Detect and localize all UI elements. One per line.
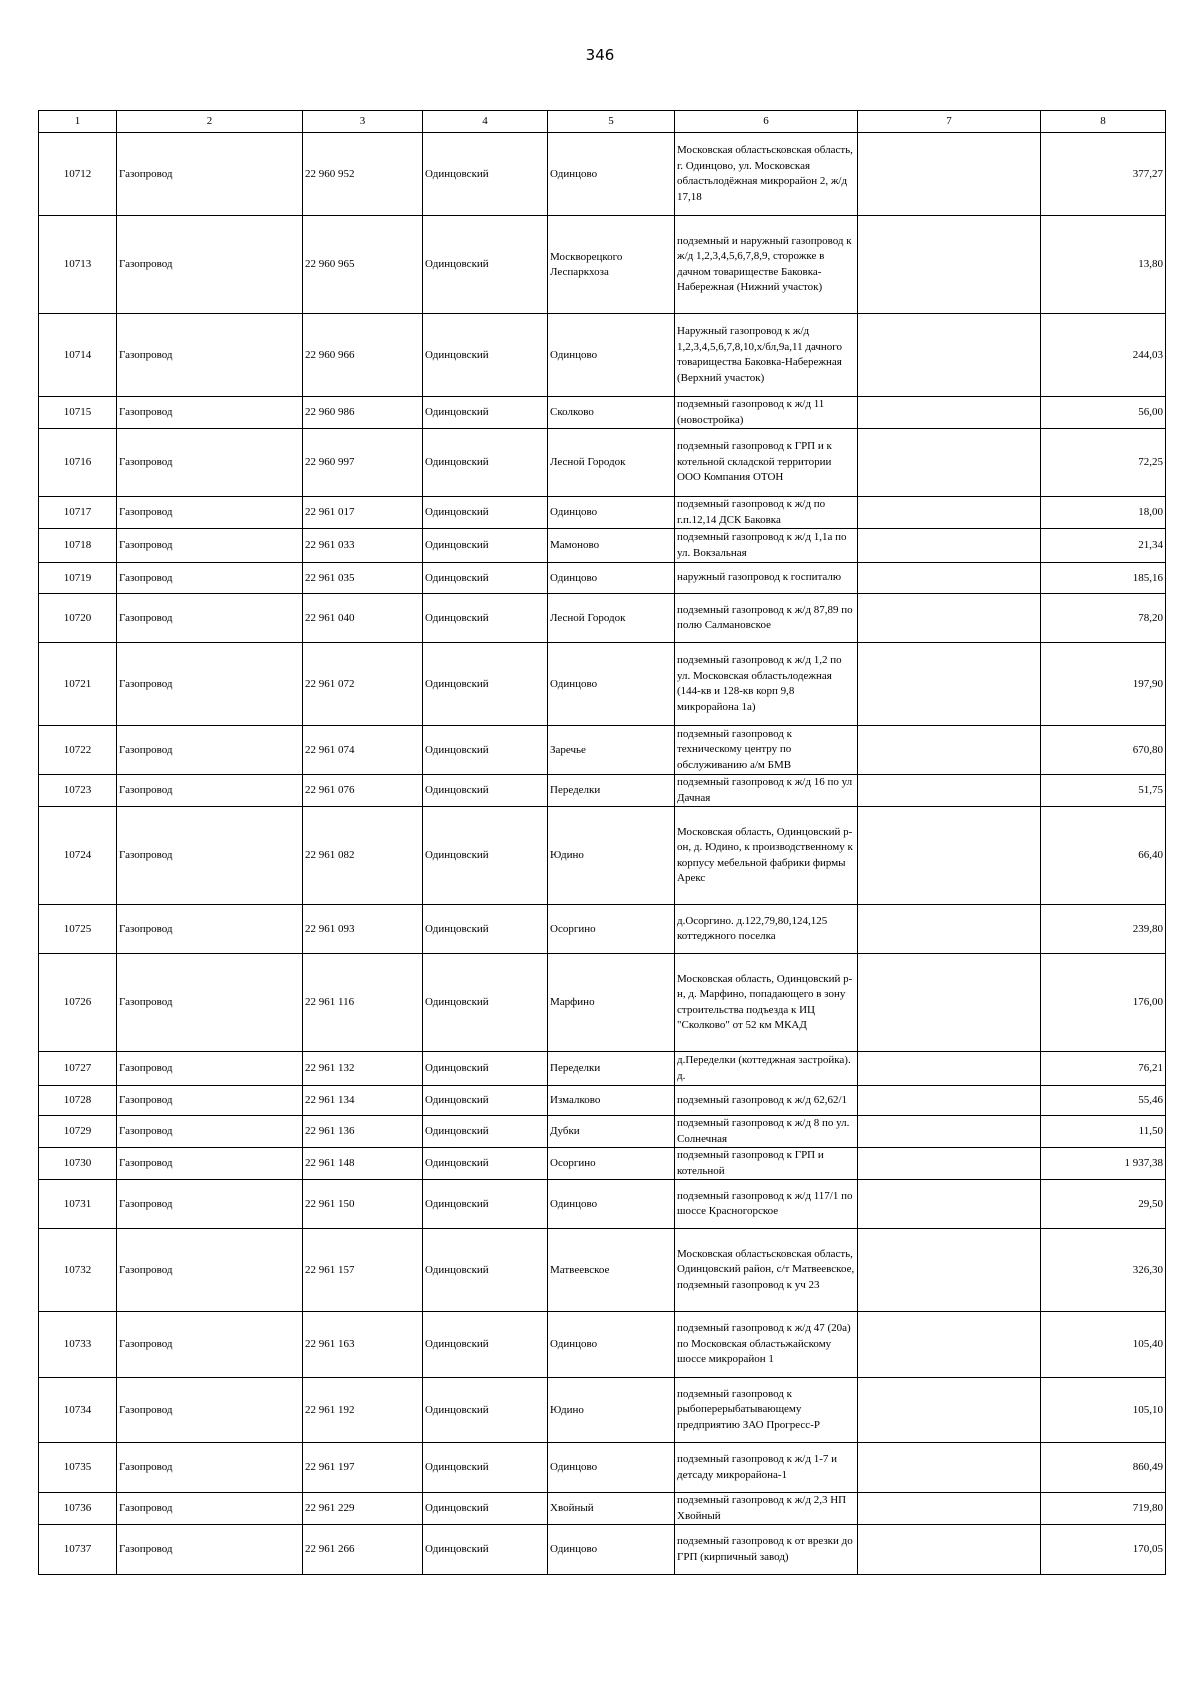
- cell-column-7: [858, 954, 1041, 1052]
- cell-value: 670,80: [1041, 726, 1166, 775]
- cell-locality: Одинцово: [548, 563, 675, 594]
- cell-district: Одинцовский: [423, 529, 548, 563]
- cell-description: подземный газопровод к ж/д 16 по ул Дачная: [675, 775, 858, 807]
- column-header: 4: [423, 111, 548, 133]
- cell-locality: Одинцово: [548, 497, 675, 529]
- cell-object-code: 22 961 163: [303, 1312, 423, 1378]
- cell-object-name: Газопровод: [117, 1443, 303, 1493]
- cell-row-id: 10725: [39, 905, 117, 954]
- cell-object-name: Газопровод: [117, 643, 303, 726]
- table-row: [39, 1493, 1166, 1525]
- cell-column-7: [858, 1148, 1041, 1180]
- cell-object-name: Газопровод: [117, 726, 303, 775]
- cell-value: 72,25: [1041, 429, 1166, 497]
- cell-description: подземный и наружный газопровод к ж/д 1,2,3,4,5,6,7,8,9, сторожке в дачном товариществе Баковка-Набережная (Нижний участок): [675, 216, 858, 314]
- cell-object-code: 22 960 997: [303, 429, 423, 497]
- cell-column-7: [858, 1378, 1041, 1443]
- cell-value: 29,50: [1041, 1180, 1166, 1229]
- cell-row-id: 10715: [39, 397, 117, 429]
- cell-column-7: [858, 643, 1041, 726]
- cell-district: Одинцовский: [423, 726, 548, 775]
- cell-row-id: 10728: [39, 1086, 117, 1116]
- cell-column-7: [858, 529, 1041, 563]
- cell-description: подземный газопровод к ж/д 1,1а по ул. Вокзальная: [675, 529, 858, 563]
- cell-district: Одинцовский: [423, 807, 548, 905]
- cell-row-id: 10729: [39, 1116, 117, 1148]
- cell-object-name: Газопровод: [117, 133, 303, 216]
- cell-object-code: 22 961 072: [303, 643, 423, 726]
- cell-object-name: Газопровод: [117, 905, 303, 954]
- cell-district: Одинцовский: [423, 1052, 548, 1086]
- cell-object-code: 22 961 116: [303, 954, 423, 1052]
- column-header: 2: [117, 111, 303, 133]
- cell-value: 176,00: [1041, 954, 1166, 1052]
- cell-value: 244,03: [1041, 314, 1166, 397]
- cell-object-code: 22 961 033: [303, 529, 423, 563]
- cell-object-name: Газопровод: [117, 954, 303, 1052]
- cell-object-code: 22 961 150: [303, 1180, 423, 1229]
- cell-object-code: 22 961 136: [303, 1116, 423, 1148]
- cell-locality: Юдино: [548, 1378, 675, 1443]
- cell-description: подземный газопровод к ж/д 11 (новостройка): [675, 397, 858, 429]
- cell-value: 55,46: [1041, 1086, 1166, 1116]
- cell-object-code: 22 961 074: [303, 726, 423, 775]
- cell-row-id: 10724: [39, 807, 117, 905]
- cell-value: 1 937,38: [1041, 1148, 1166, 1180]
- cell-object-name: Газопровод: [117, 563, 303, 594]
- cell-object-code: 22 960 986: [303, 397, 423, 429]
- cell-object-code: 22 960 965: [303, 216, 423, 314]
- cell-object-name: Газопровод: [117, 314, 303, 397]
- table-row: [39, 563, 1166, 594]
- cell-district: Одинцовский: [423, 1493, 548, 1525]
- cell-object-code: 22 961 197: [303, 1443, 423, 1493]
- cell-column-7: [858, 563, 1041, 594]
- cell-district: Одинцовский: [423, 497, 548, 529]
- cell-column-7: [858, 1086, 1041, 1116]
- cell-row-id: 10712: [39, 133, 117, 216]
- cell-row-id: 10722: [39, 726, 117, 775]
- column-header: 6: [675, 111, 858, 133]
- cell-object-code: 22 961 035: [303, 563, 423, 594]
- cell-description: Наружный газопровод к ж/д 1,2,3,4,5,6,7,8,10,х/бл,9а,11 дачного товарищества Баковка-Набережная (Верхний участок): [675, 314, 858, 397]
- cell-description: подземный газопровод к от врезки до ГРП (кирпичный завод): [675, 1525, 858, 1575]
- table-row: [39, 1116, 1166, 1148]
- cell-value: 326,30: [1041, 1229, 1166, 1312]
- cell-object-code: 22 961 148: [303, 1148, 423, 1180]
- cell-locality: Сколково: [548, 397, 675, 429]
- cell-object-name: Газопровод: [117, 1525, 303, 1575]
- cell-object-code: 22 961 134: [303, 1086, 423, 1116]
- table-row: [39, 643, 1166, 726]
- table-row: [39, 726, 1166, 775]
- cell-locality: Переделки: [548, 775, 675, 807]
- cell-district: Одинцовский: [423, 1086, 548, 1116]
- cell-row-id: 10718: [39, 529, 117, 563]
- column-header: 1: [39, 111, 117, 133]
- header-row: [39, 111, 1166, 133]
- cell-row-id: 10721: [39, 643, 117, 726]
- table-row: [39, 397, 1166, 429]
- cell-value: 185,16: [1041, 563, 1166, 594]
- cell-column-7: [858, 314, 1041, 397]
- cell-locality: Одинцово: [548, 133, 675, 216]
- cell-description: подземный газопровод к ГРП и котельной: [675, 1148, 858, 1180]
- cell-object-code: 22 961 093: [303, 905, 423, 954]
- cell-value: 719,80: [1041, 1493, 1166, 1525]
- cell-column-7: [858, 905, 1041, 954]
- cell-description: подземный газопровод к ж/д по г.п.12,14 ДСК Баковка: [675, 497, 858, 529]
- cell-district: Одинцовский: [423, 775, 548, 807]
- cell-locality: Одинцово: [548, 1525, 675, 1575]
- cell-object-code: 22 960 966: [303, 314, 423, 397]
- cell-column-7: [858, 397, 1041, 429]
- cell-value: 51,75: [1041, 775, 1166, 807]
- cell-district: Одинцовский: [423, 1229, 548, 1312]
- cell-district: Одинцовский: [423, 954, 548, 1052]
- cell-description: подземный газопровод к ж/д 62,62/1: [675, 1086, 858, 1116]
- table-row: [39, 1148, 1166, 1180]
- column-header: 5: [548, 111, 675, 133]
- cell-value: 56,00: [1041, 397, 1166, 429]
- cell-locality: Одинцово: [548, 643, 675, 726]
- table-row: [39, 1312, 1166, 1378]
- table-row: [39, 497, 1166, 529]
- cell-object-name: Газопровод: [117, 1180, 303, 1229]
- cell-value: 18,00: [1041, 497, 1166, 529]
- table-row: [39, 216, 1166, 314]
- cell-value: 377,27: [1041, 133, 1166, 216]
- cell-locality: Заречье: [548, 726, 675, 775]
- cell-district: Одинцовский: [423, 397, 548, 429]
- cell-district: Одинцовский: [423, 429, 548, 497]
- cell-object-code: 22 961 229: [303, 1493, 423, 1525]
- cell-district: Одинцовский: [423, 1378, 548, 1443]
- cell-row-id: 10731: [39, 1180, 117, 1229]
- cell-district: Одинцовский: [423, 594, 548, 643]
- cell-object-name: Газопровод: [117, 429, 303, 497]
- cell-row-id: 10719: [39, 563, 117, 594]
- cell-district: Одинцовский: [423, 1525, 548, 1575]
- cell-column-7: [858, 726, 1041, 775]
- cell-object-name: Газопровод: [117, 807, 303, 905]
- cell-locality: Хвойный: [548, 1493, 675, 1525]
- cell-description: подземный газопровод к ж/д 47 (20а) по Московская областьжайскому шоссе микрорайон 1: [675, 1312, 858, 1378]
- cell-district: Одинцовский: [423, 1312, 548, 1378]
- table-row: [39, 1378, 1166, 1443]
- cell-description: подземный газопровод к ж/д 87,89 по полю Салмановское: [675, 594, 858, 643]
- cell-value: 11,50: [1041, 1116, 1166, 1148]
- cell-row-id: 10716: [39, 429, 117, 497]
- cell-column-7: [858, 429, 1041, 497]
- cell-object-name: Газопровод: [117, 1493, 303, 1525]
- cell-locality: Лесной Городок: [548, 429, 675, 497]
- cell-object-name: Газопровод: [117, 1378, 303, 1443]
- table-row: [39, 594, 1166, 643]
- cell-value: 239,80: [1041, 905, 1166, 954]
- table-row: [39, 954, 1166, 1052]
- cell-column-7: [858, 1052, 1041, 1086]
- cell-description: подземный газопровод к ж/д 1,2 по ул. Московская областьлодежная (144-кв и 128-кв корп 9,8 микрорайона 1а): [675, 643, 858, 726]
- cell-description: Московская область, Одинцовский р-он, д. Юдино, к производственному к корпусу мебельной фабрики фирмы Арекс: [675, 807, 858, 905]
- table-row: [39, 1086, 1166, 1116]
- table-body: [39, 133, 1166, 1575]
- cell-description: подземный газопровод к ж/д 1-7 и детсаду микрорайона-1: [675, 1443, 858, 1493]
- cell-object-name: Газопровод: [117, 1312, 303, 1378]
- cell-row-id: 10714: [39, 314, 117, 397]
- cell-row-id: 10720: [39, 594, 117, 643]
- cell-district: Одинцовский: [423, 133, 548, 216]
- cell-locality: Одинцово: [548, 314, 675, 397]
- cell-district: Одинцовский: [423, 1180, 548, 1229]
- cell-district: Одинцовский: [423, 1116, 548, 1148]
- cell-column-7: [858, 807, 1041, 905]
- column-header: 8: [1041, 111, 1166, 133]
- cell-row-id: 10723: [39, 775, 117, 807]
- cell-column-7: [858, 1312, 1041, 1378]
- cell-value: 21,34: [1041, 529, 1166, 563]
- cell-value: 78,20: [1041, 594, 1166, 643]
- cell-value: 860,49: [1041, 1443, 1166, 1493]
- cell-row-id: 10736: [39, 1493, 117, 1525]
- cell-object-name: Газопровод: [117, 497, 303, 529]
- table-row: [39, 1443, 1166, 1493]
- cell-locality: Марфино: [548, 954, 675, 1052]
- cell-row-id: 10732: [39, 1229, 117, 1312]
- cell-column-7: [858, 133, 1041, 216]
- cell-locality: Москворецкого Леспаркхоза: [548, 216, 675, 314]
- cell-description: наружный газопровод к госпиталю: [675, 563, 858, 594]
- cell-object-name: Газопровод: [117, 1229, 303, 1312]
- cell-column-7: [858, 1443, 1041, 1493]
- cell-value: 197,90: [1041, 643, 1166, 726]
- cell-value: 105,10: [1041, 1378, 1166, 1443]
- cell-district: Одинцовский: [423, 1443, 548, 1493]
- cell-object-name: Газопровод: [117, 1148, 303, 1180]
- cell-value: 105,40: [1041, 1312, 1166, 1378]
- cell-row-id: 10737: [39, 1525, 117, 1575]
- page-number: 346: [585, 46, 615, 64]
- table-row: [39, 1180, 1166, 1229]
- cell-column-7: [858, 775, 1041, 807]
- cell-district: Одинцовский: [423, 216, 548, 314]
- cell-district: Одинцовский: [423, 643, 548, 726]
- cell-description: Московская область, Одинцовский р-н, д. Марфино, попадающего в зону строительства подъезда к ИЦ "Сколково" от 52 км МКАД: [675, 954, 858, 1052]
- cell-column-7: [858, 216, 1041, 314]
- cell-row-id: 10735: [39, 1443, 117, 1493]
- cell-row-id: 10734: [39, 1378, 117, 1443]
- table-row: [39, 1525, 1166, 1575]
- cell-column-7: [858, 1229, 1041, 1312]
- cell-locality: Осоргино: [548, 1148, 675, 1180]
- cell-locality: Измалково: [548, 1086, 675, 1116]
- cell-object-code: 22 960 952: [303, 133, 423, 216]
- cell-object-code: 22 961 132: [303, 1052, 423, 1086]
- cell-locality: Мамоново: [548, 529, 675, 563]
- cell-column-7: [858, 594, 1041, 643]
- column-header: 7: [858, 111, 1041, 133]
- cell-object-name: Газопровод: [117, 1116, 303, 1148]
- cell-locality: Лесной Городок: [548, 594, 675, 643]
- cell-locality: Юдино: [548, 807, 675, 905]
- cell-description: Московская областьсковская область, Одинцовский район, с/т Матвеевское, подземный газопровод к уч 23: [675, 1229, 858, 1312]
- cell-column-7: [858, 1180, 1041, 1229]
- cell-locality: Одинцово: [548, 1312, 675, 1378]
- cell-object-code: 22 961 157: [303, 1229, 423, 1312]
- cell-description: д.Осоргино. д.122,79,80,124,125 коттеджного поселка: [675, 905, 858, 954]
- table-row: [39, 807, 1166, 905]
- registry-table: [38, 110, 1166, 1575]
- cell-locality: Одинцово: [548, 1443, 675, 1493]
- cell-column-7: [858, 497, 1041, 529]
- cell-district: Одинцовский: [423, 314, 548, 397]
- cell-object-code: 22 961 017: [303, 497, 423, 529]
- cell-object-code: 22 961 266: [303, 1525, 423, 1575]
- cell-value: 66,40: [1041, 807, 1166, 905]
- cell-row-id: 10717: [39, 497, 117, 529]
- column-header: 3: [303, 111, 423, 133]
- cell-object-name: Газопровод: [117, 1086, 303, 1116]
- cell-district: Одинцовский: [423, 905, 548, 954]
- cell-row-id: 10727: [39, 1052, 117, 1086]
- cell-locality: Матвеевское: [548, 1229, 675, 1312]
- cell-object-name: Газопровод: [117, 1052, 303, 1086]
- cell-locality: Дубки: [548, 1116, 675, 1148]
- cell-object-name: Газопровод: [117, 594, 303, 643]
- cell-locality: Одинцово: [548, 1180, 675, 1229]
- cell-description: подземный газопровод к техническому центру по обслуживанию а/м БМВ: [675, 726, 858, 775]
- cell-value: 13,80: [1041, 216, 1166, 314]
- cell-locality: Переделки: [548, 1052, 675, 1086]
- cell-district: Одинцовский: [423, 563, 548, 594]
- cell-object-code: 22 961 192: [303, 1378, 423, 1443]
- cell-column-7: [858, 1493, 1041, 1525]
- cell-description: д.Переделки (коттеджная застройка). д.: [675, 1052, 858, 1086]
- table-row: [39, 1229, 1166, 1312]
- table-row: [39, 529, 1166, 563]
- cell-column-7: [858, 1116, 1041, 1148]
- cell-description: подземный газопровод к рыбоперерыбатывающему предприятию ЗАО Прогресс-Р: [675, 1378, 858, 1443]
- cell-object-name: Газопровод: [117, 529, 303, 563]
- cell-description: подземный газопровод к ГРП и к котельной складской территории ООО Компания ОТОН: [675, 429, 858, 497]
- cell-description: Московская областьсковская область, г. Одинцово, ул. Московская областьлодёжная микрорайон 2, ж/д 17,18: [675, 133, 858, 216]
- cell-object-code: 22 961 082: [303, 807, 423, 905]
- cell-row-id: 10730: [39, 1148, 117, 1180]
- cell-object-code: 22 961 076: [303, 775, 423, 807]
- cell-object-name: Газопровод: [117, 775, 303, 807]
- cell-row-id: 10713: [39, 216, 117, 314]
- table-row: [39, 429, 1166, 497]
- table-row: [39, 775, 1166, 807]
- table-row: [39, 1052, 1166, 1086]
- cell-value: 76,21: [1041, 1052, 1166, 1086]
- cell-description: подземный газопровод к ж/д 8 по ул. Солнечная: [675, 1116, 858, 1148]
- cell-row-id: 10726: [39, 954, 117, 1052]
- table-row: [39, 133, 1166, 216]
- table-row: [39, 314, 1166, 397]
- cell-column-7: [858, 1525, 1041, 1575]
- cell-row-id: 10733: [39, 1312, 117, 1378]
- table-row: [39, 905, 1166, 954]
- cell-value: 170,05: [1041, 1525, 1166, 1575]
- cell-locality: Осоргино: [548, 905, 675, 954]
- cell-description: подземный газопровод к ж/д 117/1 по шоссе Красногорское: [675, 1180, 858, 1229]
- cell-description: подземный газопровод к ж/д 2,3 НП Хвойный: [675, 1493, 858, 1525]
- cell-object-code: 22 961 040: [303, 594, 423, 643]
- cell-district: Одинцовский: [423, 1148, 548, 1180]
- cell-object-name: Газопровод: [117, 216, 303, 314]
- cell-object-name: Газопровод: [117, 397, 303, 429]
